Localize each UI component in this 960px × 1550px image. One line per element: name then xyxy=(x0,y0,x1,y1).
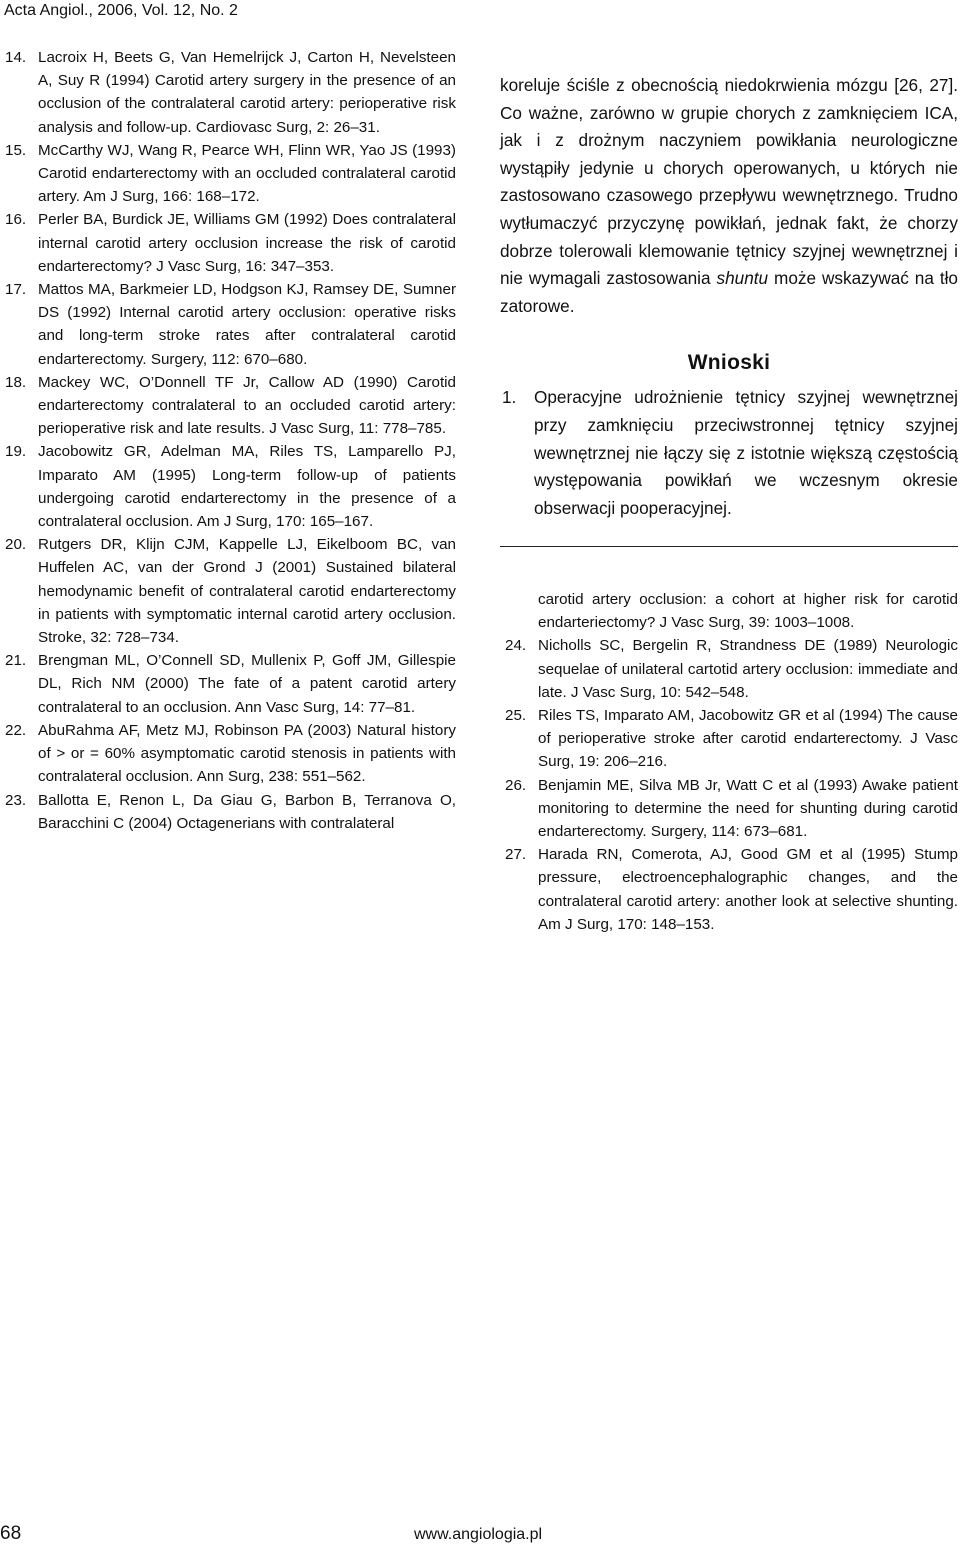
page-number: 68 xyxy=(0,1523,22,1544)
reference-17 xyxy=(0,278,456,371)
reference-text: Benjamin ME, Silva MB Jr, Watt C et al (1993) Awake patient monitoring to determine the need for shunting during carotid endarterectomy. Surgery, 114: 673–681. xyxy=(538,776,958,841)
reference-text: carotid artery occlusion: a cohort at higher risk for carotid endarteriectomy? J Vasc Surg, 39: 1003–1008. xyxy=(538,591,958,632)
right-column-references xyxy=(500,588,958,936)
reference-23 xyxy=(0,789,456,835)
reference-text: Ballotta E, Renon L, Da Giau G, Barbon B, Terranova O, Baracchini C (2004) Octagenerians with contralateral xyxy=(38,791,456,832)
paragraph-italic-term: shuntu xyxy=(716,268,769,289)
reference-21 xyxy=(0,649,456,719)
reference-26 xyxy=(500,774,958,844)
paragraph-text: koreluje ściśle z obecnością niedokrwienia mózgu [26, 27]. Co ważne, zarówno w grupie chorych z zamknięciem ICA, jak i z drożnym naczyniem powikłania neurologiczne wystąpiły jedynie u chorych operowanych, u których nie zastosowano czasowego przepływu wewnętrznego. Trudno wytłumaczyć przyczynę powikłań, jednak fakt, że chorzy dobrze tolerowali klemowanie tętnicy szyjnej wewnętrznej i nie wymagali zastosowania xyxy=(500,75,958,289)
reference-text: Nicholls SC, Bergelin R, Strandness DE (1989) Neurologic sequelae of unilateral cartotid artery occlusion: immediate and late. J Vasc Surg, 10: 542–548. xyxy=(538,637,958,701)
reference-text: Riles TS, Imparato AM, Jacobowitz GR et al (1994) The cause of perioperative stroke after carotid endarterectomy. J Vasc Surg, 19: 206–216. xyxy=(538,707,958,771)
reference-19 xyxy=(0,440,456,533)
reference-text: Mattos MA, Barkmeier LD, Hodgson KJ, Ramsey DE, Sumner DS (1992) Internal carotid artery occlusion: operative risks and long-term stroke rates after contralateral carotid endarterectomy. Surgery, 112: 670–680. xyxy=(38,281,456,368)
footer-website-link[interactable]: www.angiologia.pl xyxy=(414,1526,543,1543)
conclusion-text: Operacyjne udrożnienie tętnicy szyjnej wewnętrznej przy zamknięciu przeciwstronnej tętnicy szyjnej wewnętrznej nie łączy się z istotnie większą częstością występowania powikłań we wczesnym okresie obserwacji pooperacyjnej. xyxy=(534,387,958,518)
reference-18 xyxy=(0,371,456,441)
reference-14 xyxy=(0,46,456,139)
reference-number: 27. xyxy=(505,846,527,864)
conclusion-number: 1. xyxy=(502,387,517,408)
reference-20 xyxy=(0,533,456,649)
running-head: Acta Angiol., 2006, Vol. 12, No. 2 xyxy=(4,2,238,19)
section-divider xyxy=(500,546,958,547)
reference-number: 17. xyxy=(5,281,27,299)
reference-number: 15. xyxy=(5,141,27,159)
reference-number: 22. xyxy=(5,721,27,739)
reference-number: 21. xyxy=(5,652,27,670)
reference-text: Brengman ML, O’Connell SD, Mullenix P, Goff JM, Gillespie DL, Rich NM (2000) The fate of a patent carotid artery contralateral to an occlusion. Ann Vasc Surg, 14: 77–81. xyxy=(38,652,456,716)
reference-27 xyxy=(500,843,958,936)
reference-number: 19. xyxy=(5,443,27,461)
reference-text: McCarthy WJ, Wang R, Pearce WH, Flinn WR, Yao JS (1993) Carotid endarterectomy with an occluded contralateral carotid artery. Am J Surg, 166: 168–172. xyxy=(38,141,456,206)
reference-number: 14. xyxy=(5,49,27,66)
reference-text: Lacroix H, Beets G, Van Hemelrijck J, Carton H, Nevelsteen A, Suy R (1994) Carotid artery surgery in the presence of an occlusion of the contralateral carotid artery: perioperative risk analysis and follow-up. Cardiovasc Surg, 2: 26–31. xyxy=(38,49,456,136)
reference-25 xyxy=(500,704,958,774)
reference-number: 20. xyxy=(5,536,27,554)
reference-text: Mackey WC, O’Donnell TF Jr, Callow AD (1990) Carotid endarterectomy contralateral to an occluded carotid artery: perioperative risk and late results. J Vasc Surg, 11: 778–785. xyxy=(38,373,456,438)
reference-text: Harada RN, Comerota, AJ, Good GM et al (1995) Stump pressure, electroencephalographic changes, and the contralateral carotid artery: another look at selective shunting. Am J Surg, 170: 148–153. xyxy=(538,846,958,933)
reference-24 xyxy=(500,634,958,704)
reference-number: 16. xyxy=(5,211,27,229)
reference-22 xyxy=(0,719,456,789)
reference-number: 26. xyxy=(505,776,527,794)
discussion-paragraph xyxy=(500,72,958,320)
conclusion-item xyxy=(500,384,958,522)
reference-text: Perler BA, Burdick JE, Williams GM (1992) Does contralateral internal carotid artery occlusion increase the risk of carotid endarterectomy? J Vasc Surg, 16: 347–353. xyxy=(38,211,456,275)
paragraph-text-end: może wskazywać na tło zatorowe. xyxy=(500,268,958,316)
reference-text: Rutgers DR, Klijn CJM, Kappelle LJ, Eikelboom BC, van Huffelen AC, van der Grond J (2001) Sustained bilateral hemodynamic benefit of contralateral carotid endarterectomy in patients with symptomatic internal carotid artery occlusion. Stroke, 32: 728–734. xyxy=(38,536,456,647)
left-column-references xyxy=(0,46,456,835)
reference-number: 18. xyxy=(5,373,27,391)
reference-number: 23. xyxy=(5,791,27,809)
reference-number: 25. xyxy=(505,707,527,725)
reference-15 xyxy=(0,139,456,209)
reference-16 xyxy=(0,208,456,278)
section-heading-conclusions: Wnioski xyxy=(687,351,771,375)
reference-text: Jacobowitz GR, Adelman MA, Riles TS, Lamparello PJ, Imparato AM (1995) Long-term follow-up of patients undergoing carotid endarterectomy in the presence of a contralateral occlusion. Am J Surg, 170: 165–167. xyxy=(38,443,456,531)
right-column-body xyxy=(500,72,958,522)
reference-number: 24. xyxy=(505,637,527,655)
reference-text: AbuRahma AF, Metz MJ, Robinson PA (2003) Natural history of > or = 60% asymptomatic carotid stenosis in patients with contralateral occlusion. Ann Surg, 238: 551–562. xyxy=(38,721,456,786)
reference-23-continued xyxy=(500,588,958,634)
